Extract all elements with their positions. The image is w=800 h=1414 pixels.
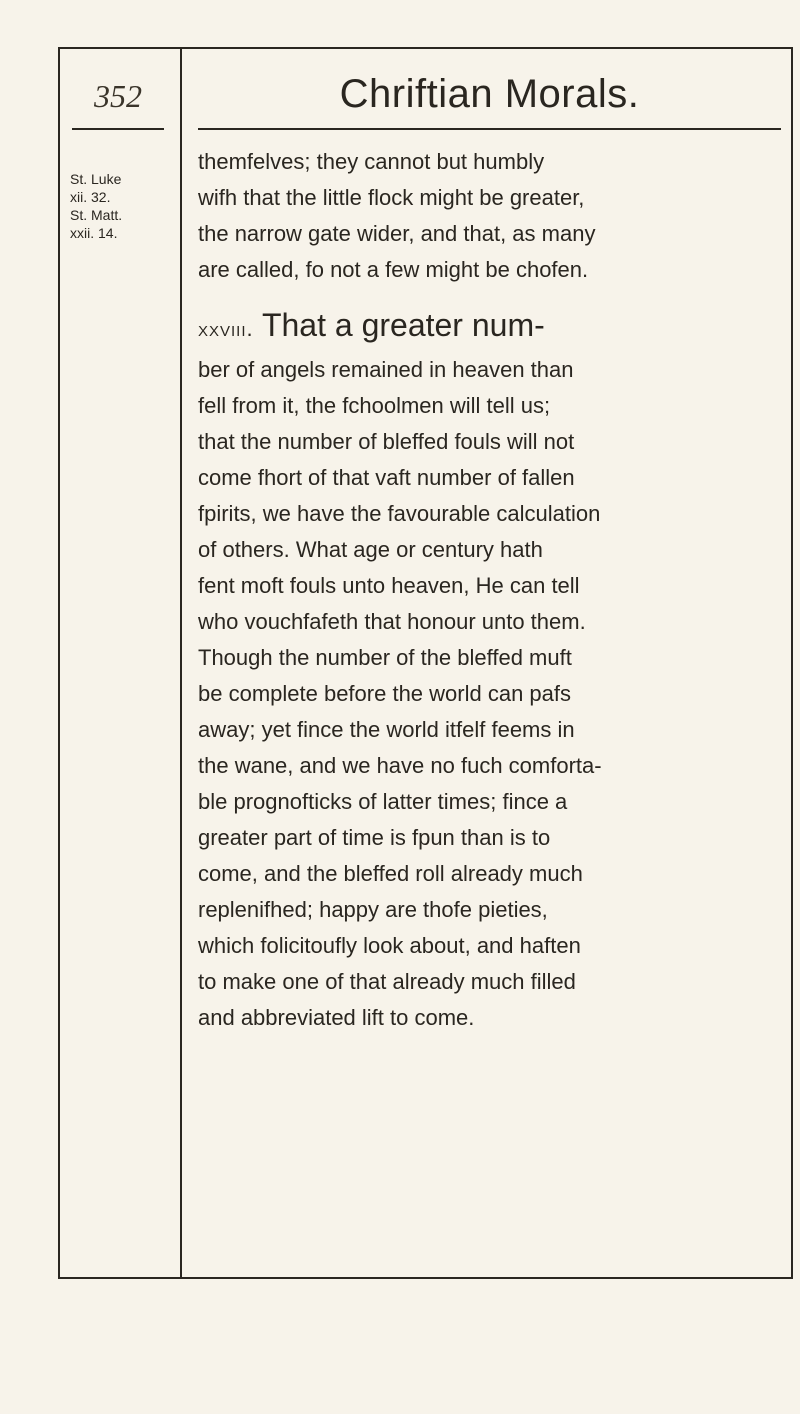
- text-line: ber of angels remained in heaven than: [198, 357, 574, 382]
- frame-right-rule: [791, 47, 793, 1279]
- frame-bottom-rule: [58, 1277, 793, 1279]
- text-line: greater part of time is fpun than is to: [198, 825, 551, 850]
- margin-note-line: xii. 32.: [70, 189, 111, 205]
- margin-note-line: St. Matt.: [70, 207, 123, 223]
- text-line: come fhort of that vaft number of fallen: [198, 465, 575, 490]
- body-text: [198, 144, 782, 1036]
- section-heading-text: That a greater num-: [253, 307, 545, 343]
- header-rule-right: [198, 128, 781, 130]
- running-title: Chriftian Morals.: [339, 72, 640, 116]
- text-line: wifh that the little flock might be greater,: [198, 185, 585, 210]
- text-line: the narrow gate wider, and that, as many: [198, 221, 596, 246]
- text-line: of others. What age or century hath: [198, 537, 543, 562]
- section-gap: [198, 288, 782, 302]
- margin-notes: [70, 170, 165, 242]
- margin-note-line: xxii. 14.: [70, 225, 118, 241]
- text-line: are called, fo not a few might be chofen.: [198, 257, 589, 282]
- margin-note-line: St. Luke: [70, 171, 122, 187]
- text-line: fell from it, the fchoolmen will tell us;: [198, 393, 551, 418]
- text-line: fent moft fouls unto heaven, He can tell: [198, 573, 580, 598]
- text-line: be complete before the world can pafs: [198, 681, 572, 706]
- text-line: to make one of that already much filled: [198, 969, 576, 994]
- section-numeral: xxviii.: [198, 316, 254, 341]
- page-number: 352: [94, 78, 142, 114]
- text-line: ble prognofticks of latter times; fince a: [198, 789, 568, 814]
- section-heading: [198, 302, 782, 352]
- text-line: and abbreviated lift to come.: [198, 1005, 475, 1030]
- text-line: the wane, and we have no fuch comforta-: [198, 753, 602, 778]
- text-line: which folicitoufly look about, and haften: [198, 933, 581, 958]
- text-line: come, and the bleffed roll already much: [198, 861, 583, 886]
- text-line: fpirits, we have the favourable calculation: [198, 501, 601, 526]
- margin-divider-rule: [180, 47, 182, 1279]
- text-line: who vouchfafeth that honour unto them.: [198, 609, 586, 634]
- text-line: that the number of bleffed fouls will not: [198, 429, 575, 454]
- frame-top-rule: [58, 47, 793, 49]
- text-line: themfelves; they cannot but humbly: [198, 149, 545, 174]
- frame-left-rule: [58, 47, 60, 1279]
- text-line: replenifhed; happy are thofe pieties,: [198, 897, 548, 922]
- text-line: Though the number of the bleffed muft: [198, 645, 572, 670]
- text-line: away; yet fince the world itfelf feems in: [198, 717, 575, 742]
- header-rule-left: [72, 128, 164, 130]
